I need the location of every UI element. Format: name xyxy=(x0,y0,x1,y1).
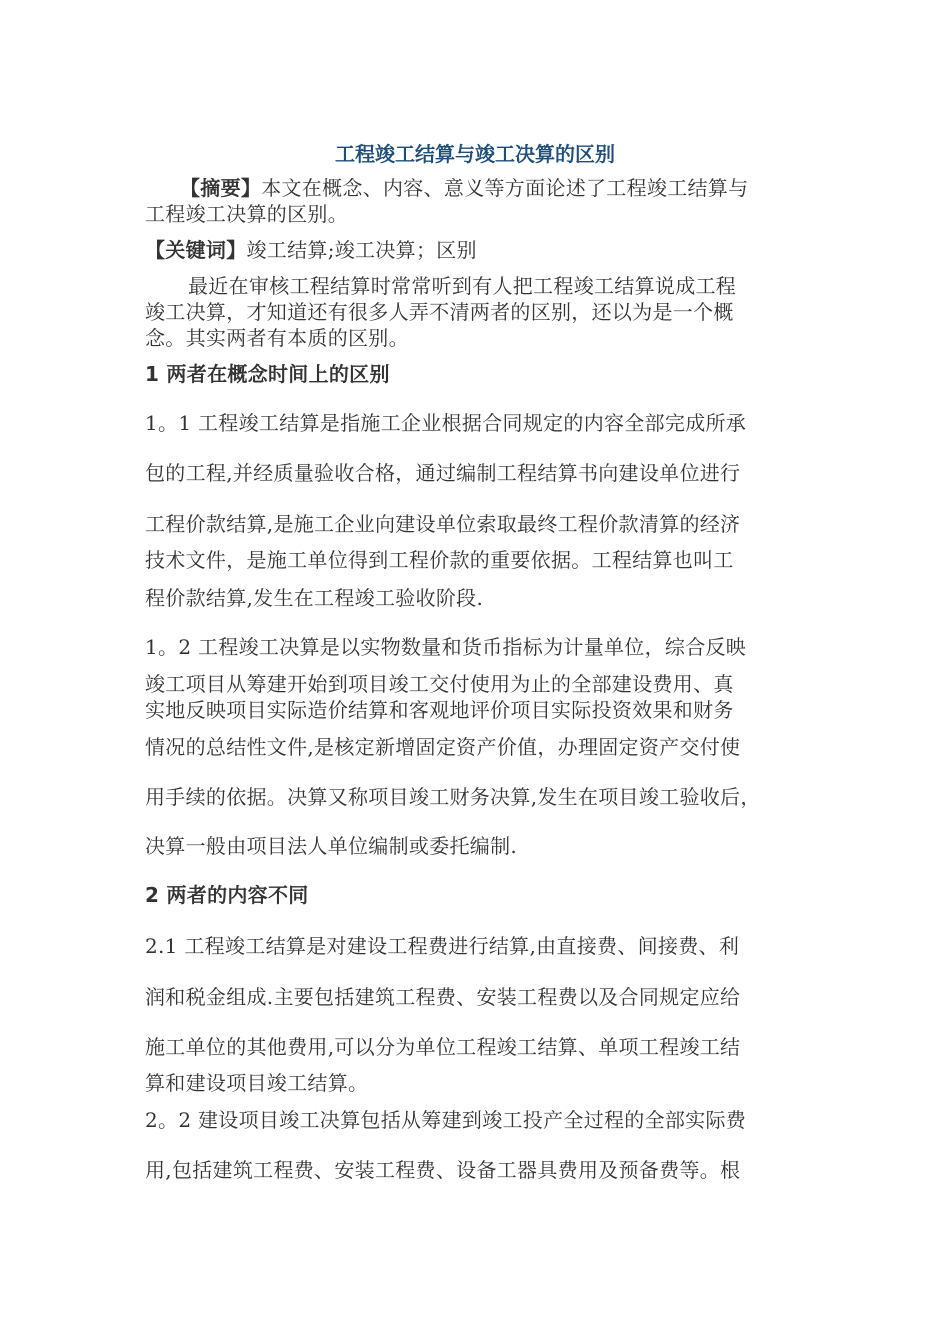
intro-line-1: 最近在审核工程结算时常常听到有人把工程竣工结算说成工程 xyxy=(188,274,737,298)
s1-p1-line-1: 1。1 工程竣工结算是指施工企业根据合同规定的内容全部完成所承 xyxy=(145,411,747,435)
s1-p1-line-3: 工程价款结算,是施工企业向建设单位索取最终工程价款清算的经济 xyxy=(145,512,741,536)
s2-p1-line-4: 算和建设项目竣工结算。 xyxy=(145,1071,369,1095)
abstract-label: 【摘要】 xyxy=(180,176,262,200)
s1-p2-line-2: 竣工项目从筹建开始到项目竣工交付使用为止的全部建设费用、真 xyxy=(145,672,734,696)
s2-p2-line-1: 2。2 建设项目竣工决算包括从筹建到竣工投产全过程的全部实际费 xyxy=(145,1108,747,1132)
s1-p2-line-3: 实地反映项目实际造价结算和客观地评价项目实际投资效果和财务 xyxy=(145,698,734,722)
section-2-heading: 2 两者的内容不同 xyxy=(145,883,309,907)
s1-p1-line-2: 包的工程,并经质量验收合格，通过编制工程结算书向建设单位进行 xyxy=(145,461,741,485)
s1-p1-line-5: 程价款结算,发生在工程竣工验收阶段. xyxy=(145,586,484,610)
keywords-label: 【关键词】 xyxy=(145,238,247,262)
s1-p2-line-1: 1。2 工程竣工决算是以实物数量和货币指标为计量单位，综合反映 xyxy=(145,635,747,659)
s1-p2-line-6: 决算一般由项目法人单位编制或委托编制. xyxy=(145,834,518,858)
s1-p2-line-4: 情况的总结性文件,是核定新增固定资产价值，办理固定资产交付使 xyxy=(145,735,741,759)
section-1-heading: 1 两者在概念时间上的区别 xyxy=(145,362,390,386)
intro-line-3: 念。其实两者有本质的区别。 xyxy=(145,326,409,350)
document-title: 工程竣工结算与竣工决算的区别 xyxy=(335,142,615,166)
intro-line-2: 竣工决算，才知道还有很多人弄不清两者的区别，还以为是一个概 xyxy=(145,300,734,324)
s2-p1-line-3: 施工单位的其他费用,可以分为单位工程竣工结算、单项工程竣工结 xyxy=(145,1035,741,1059)
keywords-line xyxy=(145,237,477,263)
s2-p1-line-1: 2.1 工程竣工结算是对建设工程费进行结算,由直接费、间接费、利 xyxy=(145,934,740,958)
abstract-line-2: 工程竣工决算的区别。 xyxy=(145,202,348,226)
abstract-line-1 xyxy=(180,175,748,201)
s2-p2-line-2: 用,包括建筑工程费、安装工程费、设备工器具费用及预备费等。根 xyxy=(145,1158,741,1182)
s1-p1-line-4: 技术文件，是施工单位得到工程价款的重要依据。工程结算也叫工 xyxy=(145,548,734,572)
abstract-text: 本文在概念、内容、意义等方面论述了工程竣工结算与 xyxy=(261,176,749,200)
keywords-text: 竣工结算;竣工决算；区别 xyxy=(246,238,477,262)
s1-p2-line-5: 用手续的依据。决算又称项目竣工财务决算,发生在项目竣工验收后， xyxy=(145,785,761,809)
s2-p1-line-2: 润和税金组成.主要包括建筑工程费、安装工程费以及合同规定应给 xyxy=(145,985,741,1009)
